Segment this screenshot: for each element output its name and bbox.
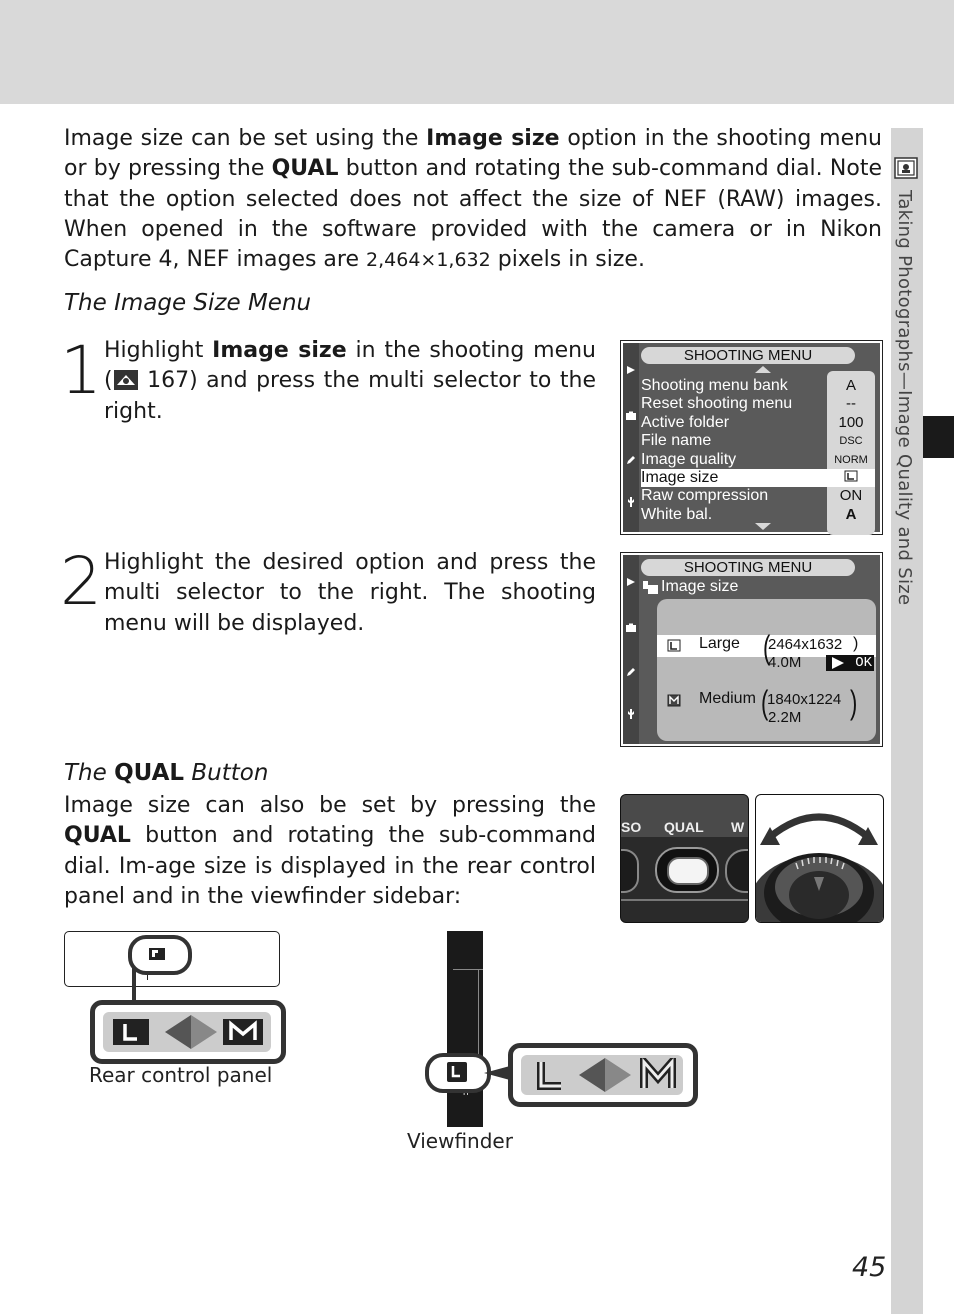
bracket-left: ( <box>763 628 771 666</box>
value: -- <box>846 395 856 413</box>
setup-tab-icon <box>626 709 636 719</box>
large-size-icon <box>113 1019 149 1045</box>
viewfinder-size-highlight <box>425 1053 491 1093</box>
playback-tab-icon <box>626 577 636 587</box>
toggle-arrows-icon <box>579 1058 631 1092</box>
bracket-right: ) <box>853 635 859 652</box>
arrow-right-icon <box>832 657 844 669</box>
value-image-size <box>827 469 875 487</box>
submenu-title: Image size <box>661 578 739 595</box>
menu-title: SHOOTING MENU <box>641 347 855 364</box>
viewfinder-size-options <box>508 1043 698 1107</box>
dial-rotation-icon <box>756 795 883 922</box>
viewfinder-sidebar <box>447 931 483 1127</box>
menu-item[interactable]: White bal. <box>641 505 713 523</box>
qual-button-photo <box>620 794 749 923</box>
panel-size-options <box>90 1000 286 1064</box>
camera-label-so: SO <box>621 819 642 835</box>
chapter-title: Taking Photographs—Image Quality and Size <box>894 190 915 606</box>
step-1-text: Highlight Image size in the shooting menu ( 167) and press the multi selector to the right. <box>104 338 596 424</box>
value: A <box>845 505 857 523</box>
medium-size-outline-icon <box>639 1058 677 1092</box>
step-2-text: Highlight the desired option and press the multi selector to the right. The shooting menu will be displayed. <box>104 550 596 636</box>
connector-pointer <box>484 1066 510 1080</box>
large-size-icon <box>667 639 681 652</box>
custom-settings-tab-icon <box>626 455 636 465</box>
chapter-marker <box>923 416 954 458</box>
step-2-number: 2 <box>60 543 102 620</box>
section-heading-image-size-menu: The Image Size Menu <box>64 290 312 316</box>
custom-settings-tab-icon <box>626 667 636 677</box>
large-size-icon <box>447 1062 467 1082</box>
qual-button[interactable] <box>655 847 719 893</box>
menu-item[interactable]: Active folder <box>641 413 730 431</box>
menu-item[interactable]: Reset shooting menu <box>641 395 793 413</box>
menu-title: SHOOTING MENU <box>641 559 855 576</box>
menu-item[interactable]: Image quality <box>641 450 737 468</box>
bracket-left: ( <box>761 683 769 721</box>
shooting-menu-screen <box>620 340 883 535</box>
menu-item[interactable]: Raw compression <box>641 487 769 505</box>
menu-values <box>827 371 875 535</box>
medium-size-icon <box>223 1019 263 1045</box>
scroll-up-icon <box>755 366 771 373</box>
option-medium-label[interactable]: Medium <box>699 690 756 707</box>
section-heading-qual-button: The QUAL Button <box>64 760 269 786</box>
camera-chapter-icon <box>894 156 918 180</box>
reference-icon <box>113 369 139 391</box>
value: NORM <box>834 453 868 466</box>
connector-line <box>132 967 136 1001</box>
option-medium-megapixels: 2.2M <box>768 709 802 726</box>
value: 100 <box>838 413 864 431</box>
rear-panel-caption: Rear control panel <box>89 1063 273 1087</box>
medium-size-icon <box>667 694 681 707</box>
option-large-resolution: 2464x1632 <box>768 636 843 653</box>
playback-tab-icon <box>626 365 636 375</box>
step-1-number: 1 <box>60 332 102 409</box>
scroll-down-icon <box>755 523 771 530</box>
menu-item-selected[interactable]: Image size <box>641 469 875 487</box>
image-size-screen <box>620 552 883 747</box>
menu-item[interactable]: File name <box>641 432 712 450</box>
size-indicator-icon <box>148 947 166 961</box>
large-size-icon <box>844 470 858 482</box>
camera-label-w: W <box>731 819 745 835</box>
menu-item[interactable]: Shooting menu bank <box>641 377 788 394</box>
value: ON <box>839 487 863 505</box>
bracket-right: ) <box>850 683 858 721</box>
shooting-tab-icon <box>626 623 636 633</box>
option-medium-resolution: 1840x1224 <box>767 691 842 708</box>
sub-command-dial-photo <box>755 794 884 923</box>
viewfinder-caption: Viewfinder <box>407 1129 513 1153</box>
qual-paragraph: Image size can also be set by pressing the QUAL button and rotating the sub-command dial. Im-age size is displayed in the rear control panel and in the viewfinder sidebar: <box>64 793 596 909</box>
value: DSC <box>839 435 863 448</box>
chapter-tab <box>891 128 923 1314</box>
camera-label-qual: QUAL <box>664 819 704 835</box>
value: A <box>845 377 856 394</box>
toggle-arrows-icon <box>165 1015 217 1049</box>
top-band <box>0 0 954 104</box>
large-size-outline-icon <box>533 1058 567 1092</box>
setup-tab-icon <box>626 497 636 507</box>
image-size-menu-icon <box>643 581 659 595</box>
option-large-megapixels: 4.0M <box>768 654 802 671</box>
panel-size-highlight <box>128 935 192 975</box>
intro-paragraph: Image size can be set using the Image size option in the shooting menu or by pressing the QUAL button and rotating the sub-command dial. Note that the option selected does not affect the size of NEF (RAW) images. When opened in the software provided with the camera or in Nikon Capture 4, NEF images are 2,464×1,632 pixels in size. <box>64 126 882 273</box>
ok-button[interactable]: OK <box>826 655 874 671</box>
option-large-label: Large <box>699 635 740 652</box>
shooting-tab-icon <box>626 411 636 421</box>
page-number: 45 <box>852 1252 887 1283</box>
